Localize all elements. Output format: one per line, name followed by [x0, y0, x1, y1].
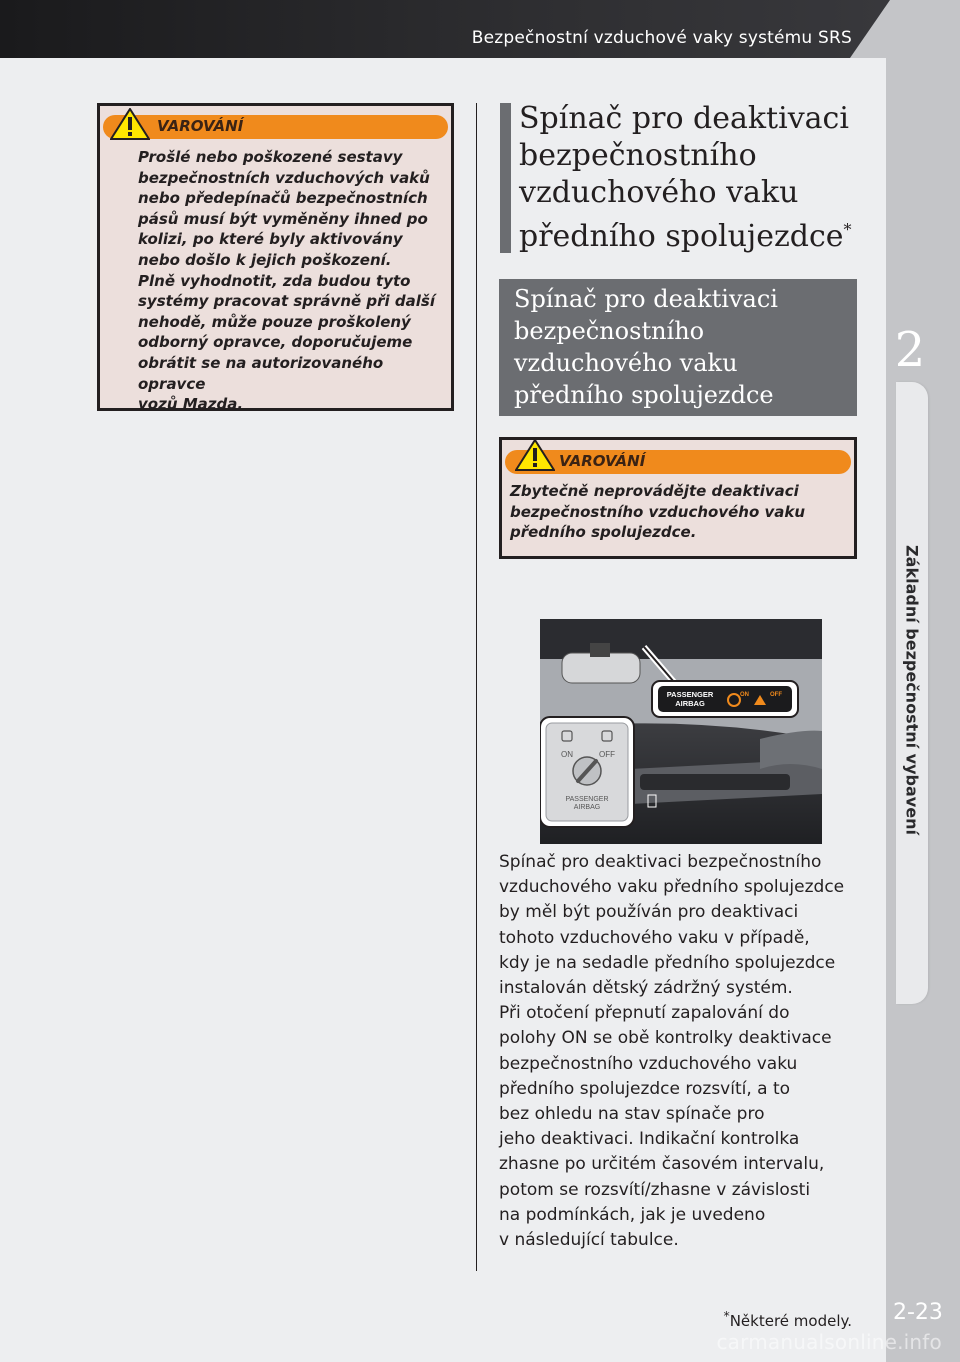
right-warning-label: VAROVÁNÍ [559, 452, 646, 470]
section-title: Spínač pro deaktivaci bezpečnostního vzduchového vaku předního spolujezdce* [519, 101, 852, 254]
right-warning-text: Zbytečně neprovádějte deaktivaci bezpečnostního vzduchového vaku předního spolujezdce. [510, 482, 806, 542]
svg-text:OFF: OFF [770, 692, 782, 698]
svg-text:OFF: OFF [599, 750, 615, 759]
warning-triangle-icon [110, 108, 150, 140]
footnote-marker: * [843, 220, 852, 239]
svg-text:AIRBAG: AIRBAG [675, 699, 705, 708]
left-warning-label: VAROVÁNÍ [157, 117, 244, 135]
svg-text:ON: ON [740, 692, 749, 698]
header-title: Bezpečnostní vzduchové vaky systému SRS [471, 28, 852, 48]
indicator-label: PASSENGER [666, 690, 714, 699]
column-divider [476, 103, 477, 1271]
footnote: *Některé modely. [723, 1308, 852, 1330]
rear-view-mirror [562, 653, 640, 683]
warning-triangle-icon [515, 439, 555, 471]
svg-text:AIRBAG: AIRBAG [573, 804, 601, 811]
watermark: carmanualsonline.info [716, 1330, 942, 1354]
left-warning-banner [103, 115, 448, 139]
svg-text:ON: ON [561, 750, 573, 759]
page-number: 2-23 [893, 1300, 943, 1325]
airbag-switch-figure [540, 619, 822, 844]
chapter-title: Základní bezpečnostní vybavení [902, 545, 922, 835]
right-warning-banner [505, 450, 851, 474]
section-title-bar [500, 103, 511, 253]
left-warning-text: Prošlé nebo poškozené sestavy bezpečnostních vzduchových vaků nebo předepínačů bezpečnostních pásů musí být vyměněny ihned po kolizi, po které byly aktivovány nebo došlo k jejich poškození. Plně vyhodnotit, zda budou tyto systémy pracovat správně při další nehodě, může pouze proškolený odborný opravce, doporučujeme obrátit se na autorizovaného opravce vozů Mazda. [138, 148, 435, 414]
body-text: Spínač pro deaktivaci bezpečnostního vzduchového vaku předního spolujezdce by měl být používán pro deaktivaci tohoto vzduchového vaku v případě, kdy je na sedadle předního spolujezdce instalován dětský zádržný systém. Při otočení přepnutí zapalování do polohy ON se obě kontrolky deaktivace bezpečnostního vzduchového vaku předního spolujezdce rozsvítí, a to bez ohledu na stav spínače pro jeho deaktivaci. Indikační kontrolka zhasne po určitém časovém intervalu, potom se rozsvítí/zhasne v závislosti na podmínkách, jak je uvedeno v následující tabulce. [499, 852, 845, 1251]
chapter-number: 2 [894, 322, 926, 378]
svg-text:PASSENGER: PASSENGER [565, 796, 609, 803]
subsection-title: Spínač pro deaktivaci bezpečnostního vzduchového vaku předního spolujezdce [514, 285, 778, 409]
